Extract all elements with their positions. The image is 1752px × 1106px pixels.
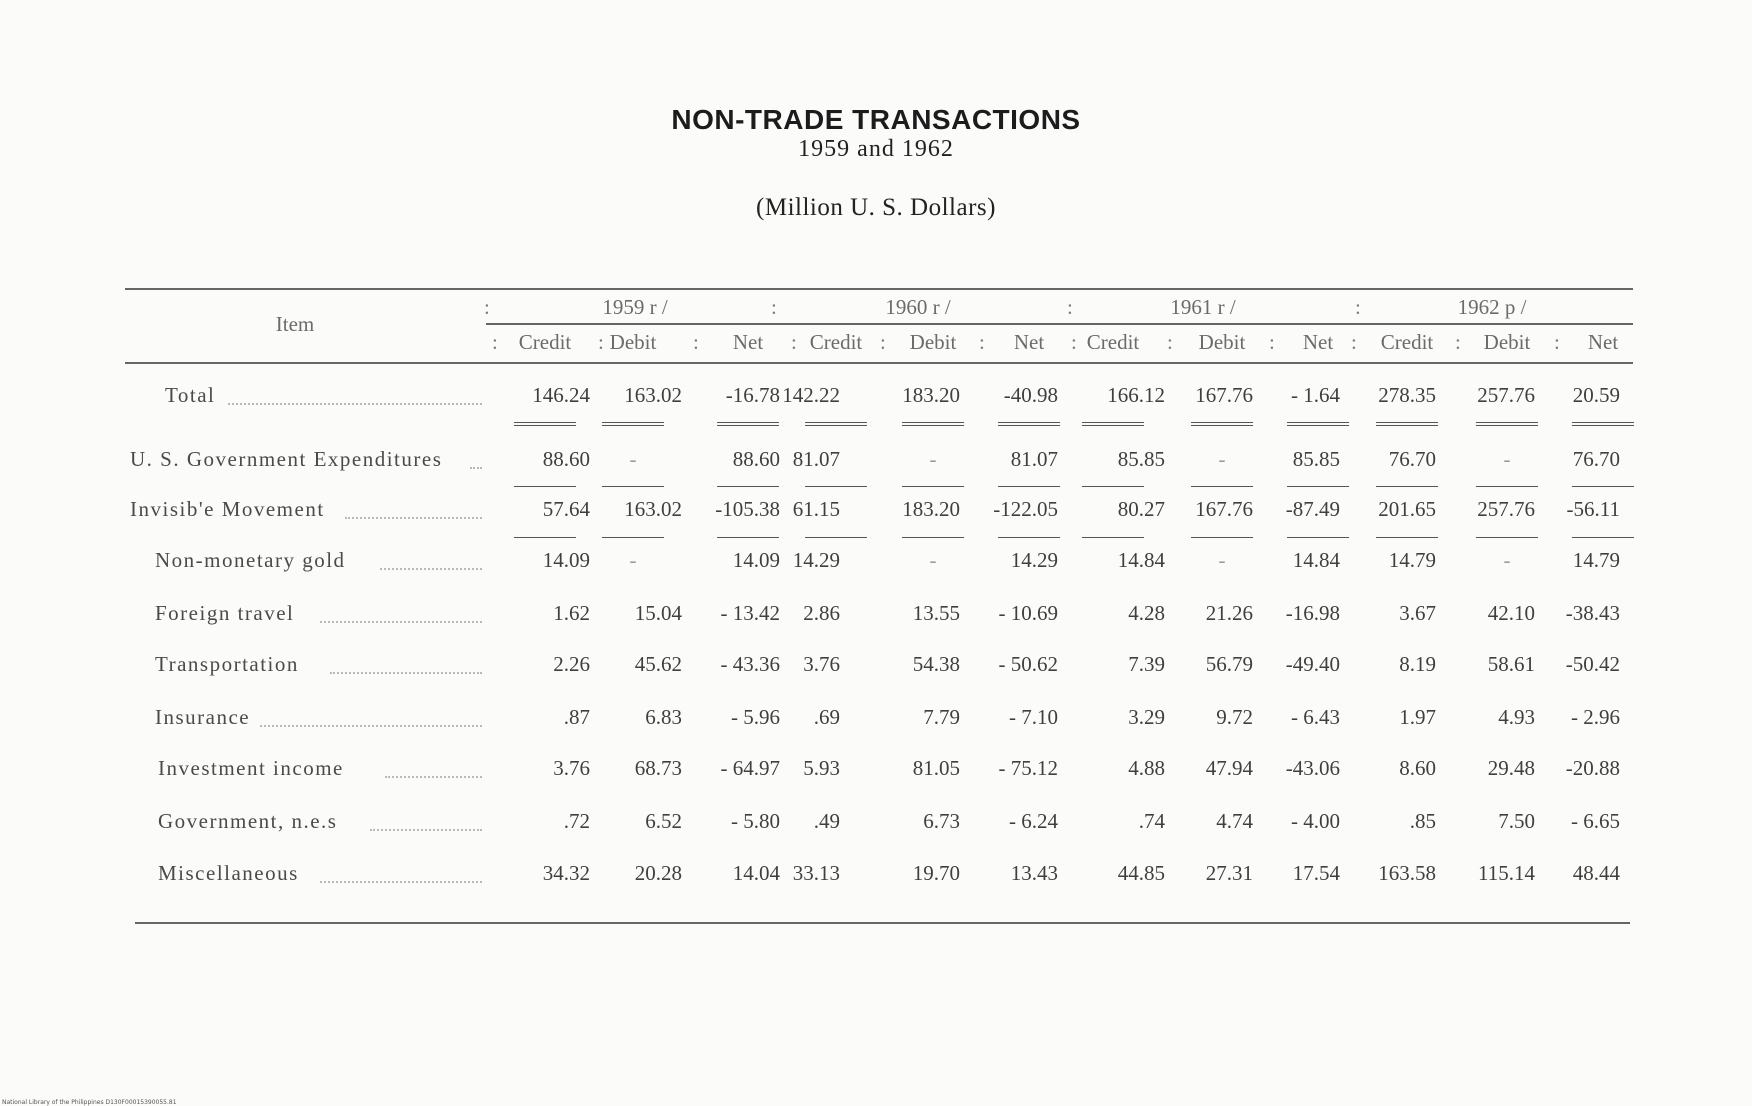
table-cell: - 13.42 (720, 601, 780, 625)
total-double-underline (902, 422, 964, 426)
table-cell: 57.64 (542, 497, 590, 521)
separator-colon: : (880, 330, 886, 354)
table-cell: 14.84 (1117, 548, 1165, 572)
table-cell: 20.59 (1572, 383, 1620, 407)
table-cell: 27.31 (1205, 861, 1253, 885)
table-cell: 13.43 (1010, 861, 1058, 885)
table-cell: 166.12 (1107, 383, 1165, 407)
table-cell: 34.32 (542, 861, 590, 885)
row-underline (1376, 537, 1438, 538)
table-cell: 45.62 (634, 652, 682, 676)
table-cell: 201.65 (1378, 497, 1436, 521)
total-double-underline (1376, 422, 1438, 426)
row-label: Non-monetary gold (155, 548, 346, 572)
table-cell: 278.35 (1378, 383, 1436, 407)
total-double-underline (514, 422, 576, 426)
table-cell: - (1218, 447, 1226, 471)
table-cell: 163.02 (624, 383, 682, 407)
separator-colon: : (1067, 295, 1073, 319)
table-cell: 8.60 (1399, 756, 1436, 780)
table-cell: 76.70 (1572, 447, 1620, 471)
table-cell: - 4.00 (1291, 809, 1340, 833)
header-bottom-rule (125, 362, 1633, 364)
table-cell: - 10.69 (998, 601, 1058, 625)
table-cell: 2.86 (803, 601, 840, 625)
table-cell: - 5.96 (731, 705, 780, 729)
row-underline (1191, 537, 1253, 538)
item-column-header: Item (275, 312, 315, 336)
table-cell: - 75.12 (998, 756, 1058, 780)
total-double-underline (998, 422, 1060, 426)
table-cell: 33.13 (792, 861, 840, 885)
table-cell: 88.60 (732, 447, 780, 471)
table-cell: 9.72 (1216, 705, 1253, 729)
table-cell: - 50.62 (998, 652, 1058, 676)
table-cell: 80.27 (1117, 497, 1165, 521)
table-cell: 14.04 (732, 861, 780, 885)
row-label: Government, n.e.s (158, 809, 338, 833)
table-cell: 163.02 (624, 497, 682, 521)
table-cell: - 1.64 (1291, 383, 1340, 407)
separator-colon: : (598, 330, 604, 354)
column-subheader: Net (1587, 330, 1619, 354)
table-cell: 1.97 (1399, 705, 1436, 729)
row-label: Miscellaneous (158, 861, 299, 885)
table-cell: 81.05 (912, 756, 960, 780)
separator-colon: : (693, 330, 699, 354)
leader-dots (228, 403, 482, 405)
table-cell: 76.70 (1388, 447, 1436, 471)
row-underline (902, 537, 964, 538)
row-underline (1476, 486, 1538, 487)
table-cell: 29.48 (1487, 756, 1535, 780)
table-cell: - (629, 548, 637, 572)
row-underline (902, 486, 964, 487)
row-underline (514, 537, 576, 538)
row-underline (1476, 537, 1538, 538)
row-underline (602, 537, 664, 538)
table-cell: 167.76 (1195, 383, 1253, 407)
row-label: U. S. Government Expenditures (130, 447, 443, 471)
table-cell: - 6.24 (1009, 809, 1058, 833)
row-underline (1287, 486, 1349, 487)
table-cell: 44.85 (1117, 861, 1165, 885)
row-underline (805, 537, 867, 538)
table-cell: 183.20 (902, 497, 960, 521)
separator-colon: : (1554, 330, 1560, 354)
year-header: 1961 r / (1170, 295, 1236, 319)
table-cell: .74 (1138, 809, 1165, 833)
table-cell: 6.73 (923, 809, 960, 833)
column-subheader: Debit (909, 330, 957, 354)
table-cell: 7.39 (1128, 652, 1165, 676)
table-cell: - (1503, 447, 1511, 471)
table-cell: 13.55 (912, 601, 960, 625)
total-double-underline (717, 422, 779, 426)
separator-colon: : (1455, 330, 1461, 354)
table-cell: -16.78 (725, 383, 780, 407)
separator-colon: : (1071, 330, 1077, 354)
total-double-underline (1476, 422, 1538, 426)
table-cell: - (929, 548, 937, 572)
separator-colon: : (492, 330, 498, 354)
table-cell: 47.94 (1205, 756, 1253, 780)
row-underline (1082, 486, 1144, 487)
table-cell: 56.79 (1205, 652, 1253, 676)
table-cell: -40.98 (1003, 383, 1058, 407)
table-cell: 4.93 (1498, 705, 1535, 729)
total-double-underline (1082, 422, 1144, 426)
table-cell: 6.52 (645, 809, 682, 833)
table-cell: .49 (813, 809, 840, 833)
table-cell: 15.04 (634, 601, 682, 625)
table-cell: 3.67 (1399, 601, 1436, 625)
table-cell: 257.76 (1477, 383, 1535, 407)
table-cell: 163.58 (1378, 861, 1436, 885)
table-cell: 14.09 (732, 548, 780, 572)
table-cell: - (1503, 548, 1511, 572)
table-cell: -20.88 (1565, 756, 1620, 780)
row-underline (717, 537, 779, 538)
table-cell: 14.29 (792, 548, 840, 572)
row-underline (1376, 486, 1438, 487)
table-cell: -87.49 (1285, 497, 1340, 521)
table-cell: 5.93 (803, 756, 840, 780)
table-cell: 54.38 (912, 652, 960, 676)
row-underline (1082, 537, 1144, 538)
leader-dots (320, 621, 482, 623)
table-cell: - 64.97 (720, 756, 780, 780)
table-cell: 20.28 (634, 861, 682, 885)
table-cell: - (929, 447, 937, 471)
leader-dots (330, 672, 482, 674)
page-subtitle: 1959 and 1962 (798, 136, 954, 162)
table-cell: 14.29 (1010, 548, 1058, 572)
table-cell: 257.76 (1477, 497, 1535, 521)
row-underline (805, 486, 867, 487)
row-label: Total (165, 383, 216, 407)
table-cell: 88.60 (542, 447, 590, 471)
table-cell: 21.26 (1205, 601, 1253, 625)
table-cell: 3.76 (803, 652, 840, 676)
column-subheader: Debit (1198, 330, 1246, 354)
table-cell: .85 (1409, 809, 1436, 833)
table-cell: - 6.65 (1571, 809, 1620, 833)
table-cell: 4.28 (1128, 601, 1165, 625)
row-underline (1191, 486, 1253, 487)
column-subheader: Net (1302, 330, 1334, 354)
table-cell: .69 (813, 705, 840, 729)
leader-dots (385, 776, 482, 778)
table-cell: 3.76 (553, 756, 590, 780)
table-cell: 115.14 (1478, 861, 1535, 885)
total-double-underline (1572, 422, 1634, 426)
leader-dots (380, 568, 482, 570)
units-caption: (Million U. S. Dollars) (756, 194, 996, 221)
table-cell: 4.88 (1128, 756, 1165, 780)
table-cell: 17.54 (1292, 861, 1340, 885)
leader-dots (370, 829, 482, 831)
row-underline (717, 486, 779, 487)
row-underline (998, 537, 1060, 538)
separator-colon: : (1351, 330, 1357, 354)
column-subheader: Credit (1086, 330, 1140, 354)
table-cell: 8.19 (1399, 652, 1436, 676)
separator-colon: : (1269, 330, 1275, 354)
table-top-rule (125, 288, 1633, 290)
page-title: NON-TRADE TRANSACTIONS (671, 104, 1081, 135)
table-cell: 14.09 (542, 548, 590, 572)
table-cell: 48.44 (1572, 861, 1620, 885)
table-cell: 142.22 (782, 383, 840, 407)
column-subheader: Net (1013, 330, 1045, 354)
row-underline (1572, 486, 1634, 487)
table-cell: 14.79 (1388, 548, 1436, 572)
table-cell: .87 (563, 705, 590, 729)
separator-colon: : (791, 330, 797, 354)
separator-colon: : (1355, 295, 1361, 319)
leader-dots (320, 881, 482, 883)
table-cell: -50.42 (1565, 652, 1620, 676)
year-group-rule (486, 323, 1633, 325)
table-cell: 7.50 (1498, 809, 1535, 833)
total-double-underline (1191, 422, 1253, 426)
table-cell: 14.84 (1292, 548, 1340, 572)
table-cell: 183.20 (902, 383, 960, 407)
table-cell: - 7.10 (1009, 705, 1058, 729)
table-cell: 14.79 (1572, 548, 1620, 572)
column-subheader: Credit (1380, 330, 1434, 354)
column-subheader: Debit (609, 330, 657, 354)
row-underline (1287, 537, 1349, 538)
column-subheader: Net (732, 330, 764, 354)
table-cell: 42.10 (1487, 601, 1535, 625)
row-label: Investment income (158, 756, 344, 780)
table-cell: 1.62 (553, 601, 590, 625)
leader-dots (260, 725, 482, 727)
table-cell: 2.26 (553, 652, 590, 676)
row-underline (514, 486, 576, 487)
leader-dots (345, 517, 482, 519)
table-cell: - (629, 447, 637, 471)
leader-dots (470, 467, 482, 469)
row-label: Transportation (155, 652, 299, 676)
table-cell: -56.11 (1566, 497, 1620, 521)
separator-colon: : (771, 295, 777, 319)
table-cell: - (1218, 548, 1226, 572)
table-cell: -38.43 (1565, 601, 1620, 625)
table-cell: 58.61 (1487, 652, 1535, 676)
row-underline (602, 486, 664, 487)
year-header: 1960 r / (885, 295, 951, 319)
table-cell: - 6.43 (1291, 705, 1340, 729)
table-cell: -105.38 (715, 497, 780, 521)
table-cell: 68.73 (634, 756, 682, 780)
total-double-underline (805, 422, 867, 426)
table-cell: -16.98 (1285, 601, 1340, 625)
table-cell: 3.29 (1128, 705, 1165, 729)
table-cell: - 5.80 (731, 809, 780, 833)
separator-colon: : (484, 295, 490, 319)
table-bottom-rule (135, 922, 1630, 924)
table-cell: -49.40 (1285, 652, 1340, 676)
table-cell: 167.76 (1195, 497, 1253, 521)
row-label: Foreign travel (155, 601, 295, 625)
table-cell: 7.79 (923, 705, 960, 729)
table-cell: 85.85 (1292, 447, 1340, 471)
row-label: Invisib'e Movement (130, 497, 325, 521)
table-cell: 19.70 (912, 861, 960, 885)
table-cell: 85.85 (1117, 447, 1165, 471)
table-cell: 6.83 (645, 705, 682, 729)
table-cell: -43.06 (1285, 756, 1340, 780)
table-cell: 61.15 (792, 497, 840, 521)
table-cell: .72 (563, 809, 590, 833)
table-cell: - 2.96 (1571, 705, 1620, 729)
table-cell: - 43.36 (720, 652, 780, 676)
separator-colon: : (1167, 330, 1173, 354)
table-cell: 81.07 (1010, 447, 1058, 471)
column-subheader: Debit (1483, 330, 1531, 354)
row-label: Insurance (155, 705, 251, 729)
table-cell: 146.24 (532, 383, 590, 407)
table-cell: 81.07 (792, 447, 840, 471)
table-cell: -122.05 (993, 497, 1058, 521)
year-header: 1962 p / (1457, 295, 1527, 319)
footer-source: National Library of the Philippines D130F00015390055.81 (2, 1099, 177, 1106)
year-header: 1959 r / (602, 295, 668, 319)
total-double-underline (1287, 422, 1349, 426)
total-double-underline (602, 422, 664, 426)
separator-colon: : (979, 330, 985, 354)
row-underline (998, 486, 1060, 487)
column-subheader: Credit (518, 330, 572, 354)
table-cell: 4.74 (1216, 809, 1253, 833)
row-underline (1572, 537, 1634, 538)
column-subheader: Credit (809, 330, 863, 354)
